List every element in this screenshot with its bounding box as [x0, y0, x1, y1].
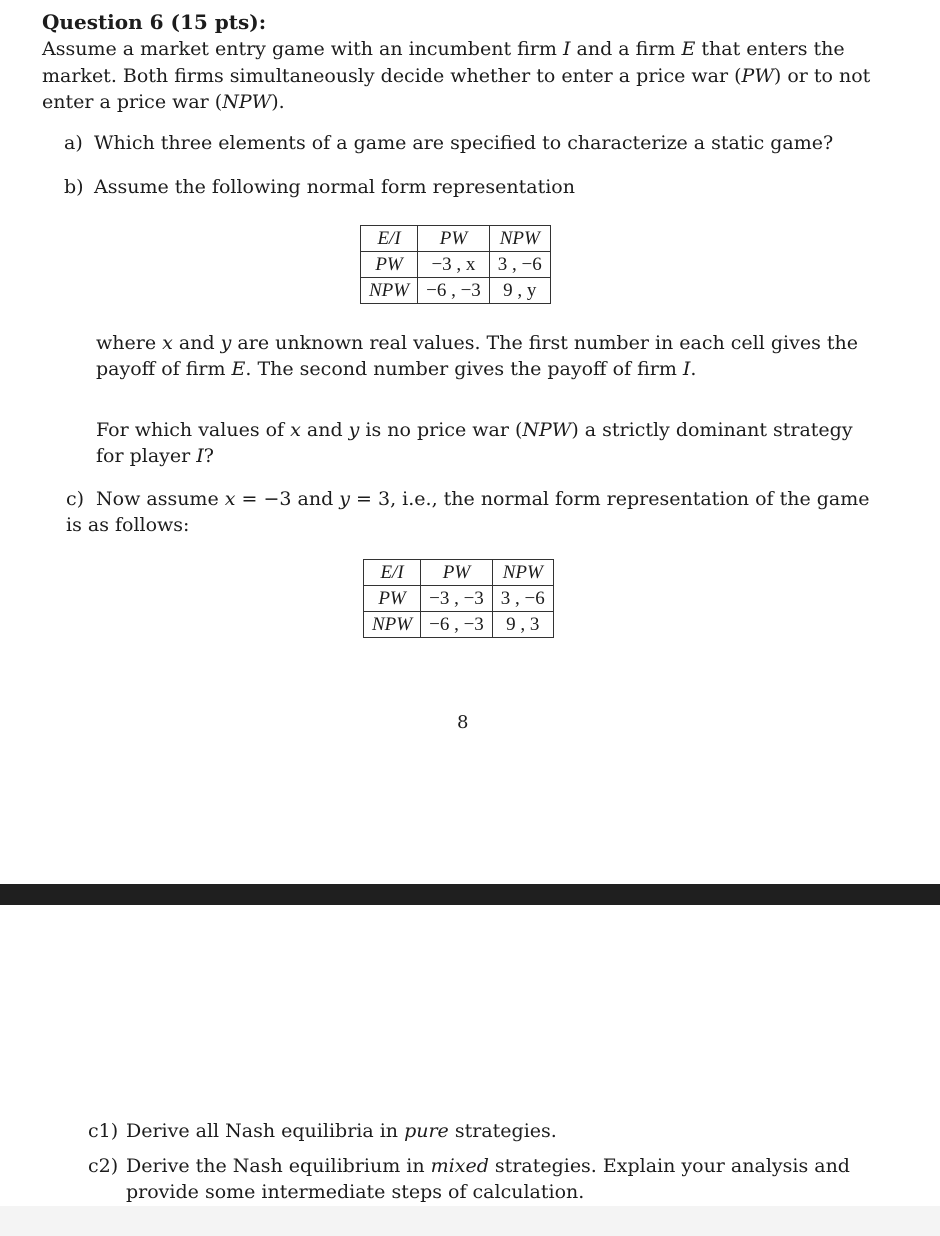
payoff-cell: −3 , −3 — [421, 586, 493, 612]
row-header: NPW — [364, 612, 421, 638]
table-corner: E/I — [361, 226, 418, 252]
part-b-question: For which values of x and y is no price war (NPW) a strictly dominant strategy for player I? — [96, 419, 853, 467]
part-a: a) Which three elements of a game are specified to characterize a static game? — [64, 132, 834, 154]
part-b: b) Assume the following normal form representation — [64, 176, 575, 198]
payoff-cell: −6 , −3 — [418, 278, 490, 304]
question-intro: Assume a market entry game with an incumbent firm I and a firm E that enters the market. Both firms simultaneously decide whether to enter a price war (PW) or to not enter a price war (NPW). — [42, 38, 871, 113]
part-b-where: where x and y are unknown real values. The first number in each cell gives the payoff of firm E. The second number gives the payoff of firm I. — [96, 332, 858, 380]
col-header: PW — [418, 226, 490, 252]
payoff-cell: 9 , 3 — [492, 612, 553, 638]
bottom-edge — [0, 1206, 940, 1236]
col-header: NPW — [489, 226, 550, 252]
row-header: NPW — [361, 278, 418, 304]
page-number: 8 — [457, 712, 469, 733]
part-c1: c1) Derive all Nash equilibria in pure strategies. — [88, 1120, 557, 1142]
page-divider — [0, 884, 940, 905]
question-title: Question 6 (15 pts): — [42, 10, 267, 34]
col-header: PW — [421, 560, 493, 586]
payoff-cell: −3 , x — [418, 252, 490, 278]
payoff-cell: 3 , −6 — [492, 586, 553, 612]
row-header: PW — [364, 586, 421, 612]
payoff-table-b — [360, 225, 551, 304]
row-header: PW — [361, 252, 418, 278]
payoff-table-c — [363, 559, 554, 638]
part-c2: c2) Derive the Nash equilibrium in mixed strategies. Explain your analysis and provide some intermediate steps of calculation. — [88, 1155, 850, 1203]
payoff-cell: 3 , −6 — [489, 252, 550, 278]
part-c: c) Now assume x = −3 and y = 3, i.e., the normal form representation of the game is as follows: — [66, 488, 870, 536]
table-corner: E/I — [364, 560, 421, 586]
col-header: NPW — [492, 560, 553, 586]
payoff-cell: 9 , y — [489, 278, 550, 304]
payoff-cell: −6 , −3 — [421, 612, 493, 638]
